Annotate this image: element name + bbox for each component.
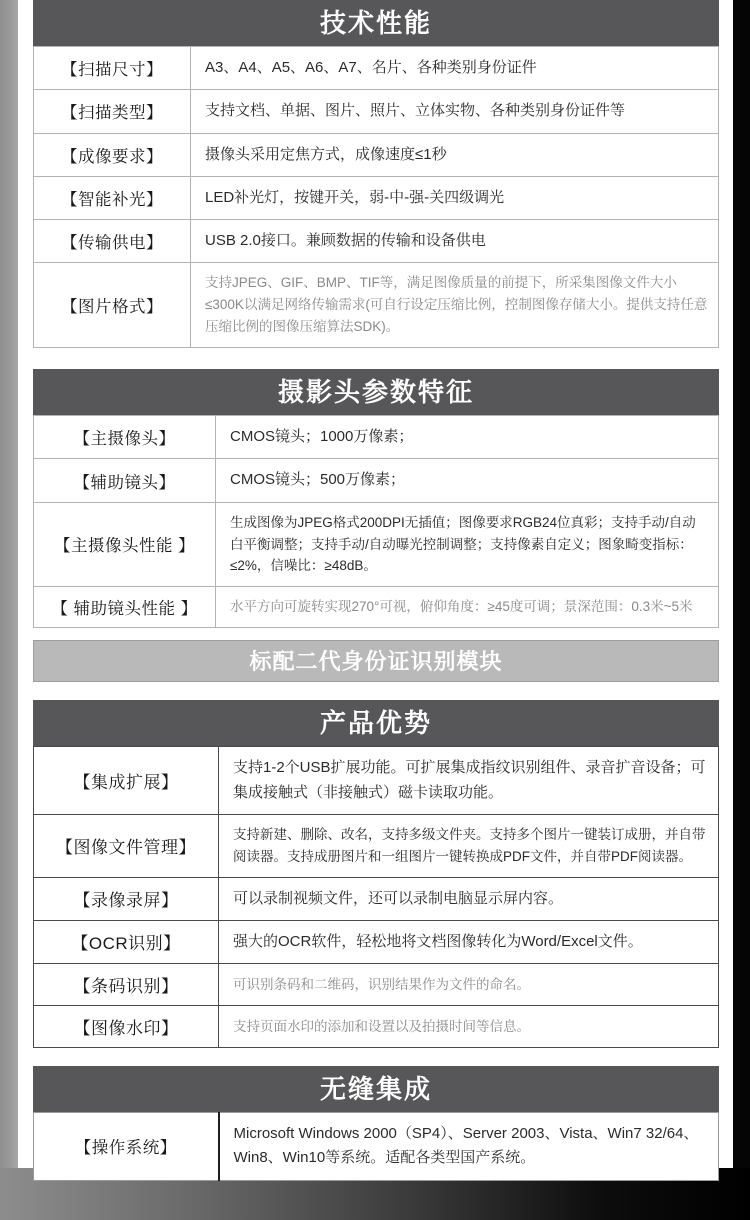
section-product-advantages: [33, 700, 719, 1048]
row-key: 【图片格式】: [34, 263, 191, 348]
page-edge-left: [0, 0, 18, 1220]
table-camera-parameters: [33, 415, 719, 628]
row-key: 【OCR识别】: [34, 920, 219, 963]
row-key: 【集成扩展】: [34, 747, 219, 815]
row-value: 支持1-2个USB扩展功能。可扩展集成指纹识别组件、录音扩音设备；可集成接触式（非接触式）磁卡读取功能。: [219, 747, 719, 815]
section-title-integration: 无缝集成: [33, 1066, 719, 1112]
row-key: 【智能补光】: [34, 176, 191, 219]
page-edge-right: [733, 0, 750, 1220]
table-row: [34, 964, 719, 1006]
table-row: [34, 47, 719, 90]
table-product-advantages: [33, 746, 719, 1048]
row-key: 【操作系统】: [34, 1113, 219, 1181]
row-value: 生成图像为JPEG格式200DPI无插值；图像要求RGB24位真彩；支持手动/自动白平衡调整；支持手动/自动曝光控制调整；支持像素自定义；图象畸变指标：≤2%，信噪比：≥48dB。: [216, 502, 719, 587]
row-value: Microsoft Windows 2000（SP4）、Server 2003、Vista、Win7 32/64、Win8、Win10等系统。适配各类型国产系统。: [219, 1113, 719, 1181]
section-camera-parameters: [33, 369, 719, 628]
row-value: 支持页面水印的添加和设置以及拍摄时间等信息。: [219, 1006, 719, 1048]
table-row: [34, 747, 719, 815]
section-technical-performance: [33, 0, 719, 348]
section-title-technical: 技术性能: [33, 0, 719, 46]
table-technical-performance: [33, 46, 719, 348]
row-key: 【 辅助镜头性能 】: [34, 587, 216, 628]
row-value: CMOS镜头；1000万像素；: [216, 416, 719, 459]
table-seamless-integration: [33, 1112, 719, 1181]
row-key: 【图像文件管理】: [34, 814, 219, 877]
spec-content: [33, 0, 719, 1181]
row-key: 【扫描类型】: [34, 90, 191, 133]
section-title-camera: 摄影头参数特征: [33, 369, 719, 415]
row-key: 【条码识别】: [34, 964, 219, 1006]
table-row: [34, 814, 719, 877]
row-value: 强大的OCR软件，轻松地将文档图像转化为Word/Excel文件。: [219, 920, 719, 963]
table-row: [34, 263, 719, 348]
row-key: 【传输供电】: [34, 220, 191, 263]
row-value: 摄像头采用定焦方式，成像速度≤1秒: [191, 133, 719, 176]
table-row: [34, 416, 719, 459]
section-title-advantages: 产品优势: [33, 700, 719, 746]
row-key: 【扫描尺寸】: [34, 47, 191, 90]
table-row: [34, 176, 719, 219]
row-key: 【主摄像头性能 】: [34, 502, 216, 587]
row-key: 【录像录屏】: [34, 877, 219, 920]
table-row: [34, 587, 719, 628]
row-key: 【图像水印】: [34, 1006, 219, 1048]
row-value: 可以录制视频文件，还可以录制电脑显示屏内容。: [219, 877, 719, 920]
row-value: A3、A4、A5、A6、A7、名片、各种类别身份证件: [191, 47, 719, 90]
table-row: [34, 220, 719, 263]
table-row: [34, 1113, 719, 1181]
section-seamless-integration: [33, 1066, 719, 1181]
table-row: [34, 459, 719, 502]
row-key: 【辅助镜头】: [34, 459, 216, 502]
id-module-banner-label: 标配二代身份证识别模块: [33, 640, 719, 682]
row-value: 可识别条码和二维码，识别结果作为文件的命名。: [219, 964, 719, 1006]
section-id-module-banner: [33, 640, 719, 682]
row-value: CMOS镜头；500万像素；: [216, 459, 719, 502]
row-value: 水平方向可旋转实现270°可视，俯仰角度：≥45度可调；景深范围：0.3米~5米: [216, 587, 719, 628]
row-value: LED补光灯，按键开关，弱-中-强-关四级调光: [191, 176, 719, 219]
row-value: 支持JPEG、GIF、BMP、TIF等，满足图像质量的前提下，所采集图像文件大小≤300K以满足网络传输需求(可自行设定压缩比例，控制图像存储大小。提供支持任意压缩比例的图像压缩算法SDK)。: [191, 263, 719, 348]
table-row: [34, 877, 719, 920]
row-key: 【成像要求】: [34, 133, 191, 176]
table-row: [34, 920, 719, 963]
table-row: [34, 133, 719, 176]
row-value: 支持新建、删除、改名，支持多级文件夹。支持多个图片一键装订成册，并自带阅读器。支持成册图片和一组图片一键转换成PDF文件，并自带PDF阅读器。: [219, 814, 719, 877]
row-value: USB 2.0接口。兼顾数据的传输和设备供电: [191, 220, 719, 263]
row-value: 支持文档、单据、图片、照片、立体实物、各种类别身份证件等: [191, 90, 719, 133]
table-row: [34, 1006, 719, 1048]
row-key: 【主摄像头】: [34, 416, 216, 459]
table-row: [34, 502, 719, 587]
table-row: [34, 90, 719, 133]
